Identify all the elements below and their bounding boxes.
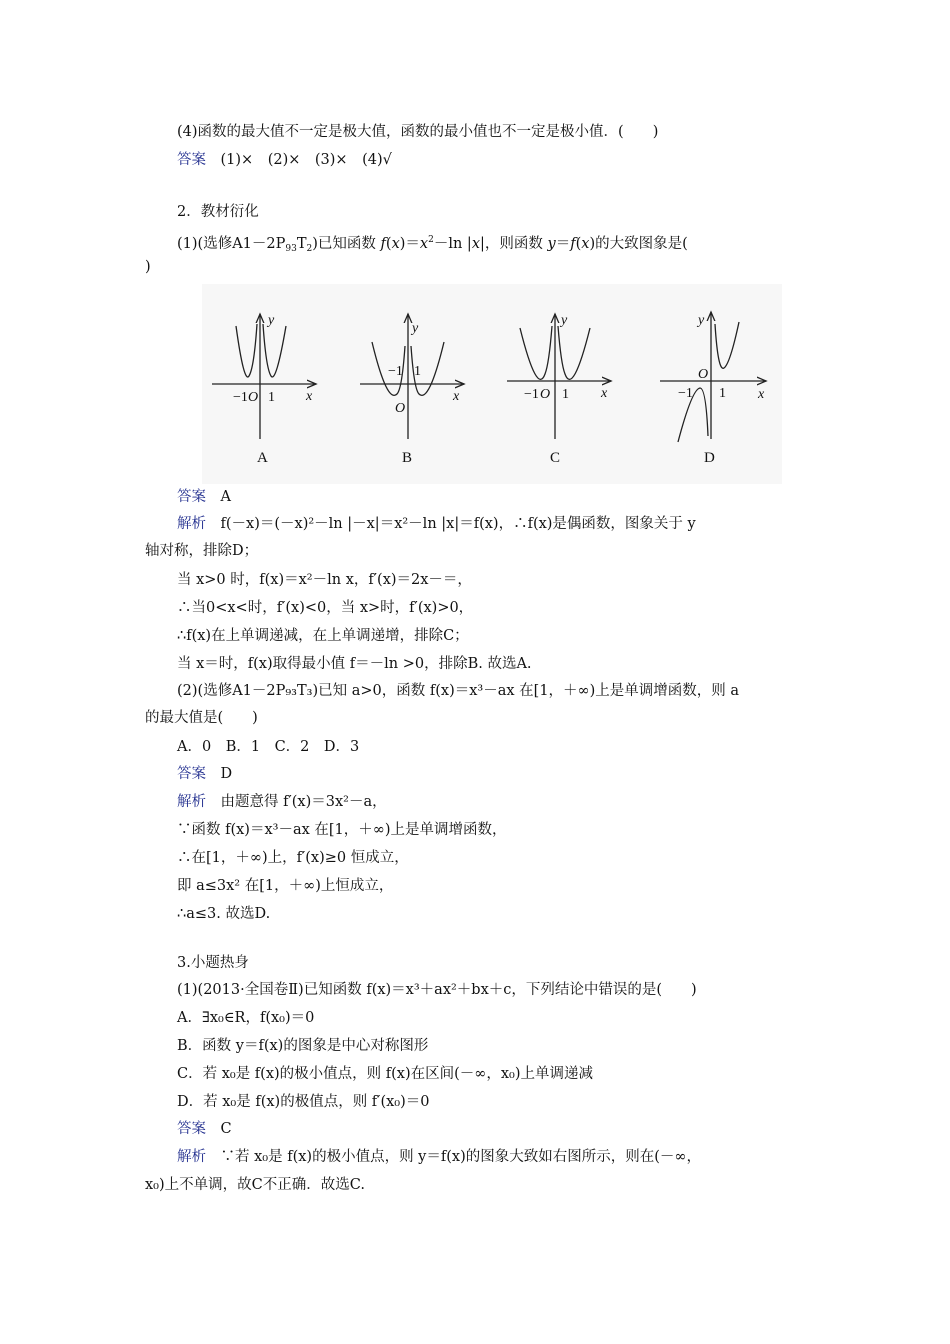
sec3-q1-answer: C	[220, 1121, 232, 1137]
answer-label: 答案	[177, 152, 206, 168]
svg-text:y: y	[412, 321, 419, 336]
q1-item4: (4)函数的最大值不一定是极大值，函数的最小值也不一定是极小值．( )	[177, 124, 659, 140]
sec3-q1-option-c: C．若 x₀是 f(x)的极小值点，则 f(x)在区间(－∞，x₀)上单调递减	[177, 1066, 594, 1082]
svg-text:y: y	[698, 313, 705, 328]
curve-left	[520, 326, 552, 379]
sec2-q1-analysis-4: ∴当0<x<时，f′(x)<0，当 x>时，f′(x)>0，	[177, 600, 474, 616]
sec3-q1-analysis-2: x₀)上不单调，故C不正确．故选C.	[145, 1177, 365, 1193]
curve-right	[558, 326, 590, 379]
sec2-q2-analysis-1: 解析 由题意得 f′(x)＝3x²－a，	[177, 794, 387, 810]
svg-text:−1: −1	[524, 387, 539, 402]
sec2-q2-analysis-4: 即 a≤3x² 在[1，＋∞)上恒成立，	[177, 878, 394, 894]
curve-left	[236, 324, 257, 377]
q1-answer: (1)× (2)× (3)× (4)√	[220, 152, 392, 168]
origin-label: O	[248, 390, 259, 405]
sec2-q1-analysis-6: 当 x＝时，f(x)取得最小值 f＝－ln >0，排除B. 故选A.	[177, 656, 532, 672]
curve-right	[263, 324, 286, 377]
svg-text:O: O	[698, 367, 709, 382]
sec2-q1-answer: A	[220, 489, 231, 505]
panel-letter-d: D	[704, 450, 715, 466]
graph-options-figure	[202, 284, 782, 484]
svg-text:x: x	[453, 389, 460, 404]
graph-panel-a	[212, 314, 316, 439]
svg-text:x: x	[758, 387, 765, 402]
x-label: x	[306, 389, 313, 404]
sec3-q1-option-a: A．∃x₀∈R，f(x₀)＝0	[177, 1010, 315, 1026]
sec3-q1-option-b: B．函数 y＝f(x)的图象是中心对称图形	[177, 1038, 429, 1054]
panel-letter-a: A	[257, 450, 268, 466]
svg-text:O: O	[540, 387, 551, 402]
sec3-q1-option-d: D．若 x₀是 f(x)的极值点，则 f′(x₀)＝0	[177, 1094, 430, 1110]
graph-options-svg	[202, 284, 782, 484]
graph-panel-c	[507, 314, 611, 439]
y-label: y	[268, 313, 275, 328]
graph-panel-d	[660, 312, 766, 442]
sec2-q1-analysis-1: 解析 f(－x)＝(－x)²－ln |－x|＝x²－ln |x|＝f(x)，∴f(x)是偶函数，图象关于 y	[177, 516, 696, 532]
svg-text:−1: −1	[388, 364, 403, 379]
sec2-q2-analysis-2: ∵函数 f(x)＝x³－ax 在[1，＋∞)上是单调增函数，	[177, 822, 507, 838]
sec2-q2-analysis-5: ∴a≤3. 故选D.	[177, 906, 271, 922]
sec2-q2-stem-1: (2)(选修A1－2P₉₃T₃)已知 a>0，函数 f(x)＝x³－ax 在[1，＋∞)上是单调增函数，则 a	[177, 683, 740, 699]
svg-text:x: x	[601, 386, 608, 401]
tick-neg1: −1	[233, 390, 248, 405]
svg-text:1: 1	[719, 386, 726, 401]
sec2-q1-stem: (1)(选修$A1-2P_{93}T_2$)已知函数 $f(x)=x^2-\ln$ |x|，则函数 y＝f(x)的大致图象是(	[177, 235, 688, 254]
panel-letter-b: B	[402, 450, 413, 466]
sec2-q2-options: A．0 B．1 C．2 D．3	[177, 739, 360, 755]
sec2-q1-analysis-2: 轴对称，排除D；	[145, 543, 259, 559]
sec3-title: 3.小题热身	[177, 955, 249, 971]
q1-answer-line	[177, 150, 392, 170]
sec2-q2-answer-line: 答案 D	[177, 766, 233, 782]
curve-right	[715, 322, 739, 368]
sec2-q2-analysis-3: ∴在[1，＋∞)上，f′(x)≥0 恒成立，	[177, 850, 409, 866]
svg-text:1: 1	[414, 364, 421, 379]
sec2-q1-answer-line: 答案 A	[177, 489, 231, 505]
sec2-q2-answer: D	[220, 766, 233, 782]
svg-text:y: y	[561, 313, 568, 328]
sec2-q1-stem-end: )	[145, 259, 151, 275]
sec2-q2-stem-2: 的最大值是( )	[145, 710, 258, 726]
svg-text:1: 1	[562, 387, 569, 402]
svg-text:−1: −1	[678, 386, 693, 401]
tick-1: 1	[268, 390, 275, 405]
sec3-q1-analysis-1: 解析 ∵若 x₀是 f(x)的极小值点，则 y＝f(x)的图象大致如右图所示，则在(－∞，	[177, 1149, 701, 1165]
sec2-q1-analysis-5: ∴f(x)在上单调递减，在上单调递增，排除C；	[177, 628, 469, 644]
panel-letter-c: C	[550, 450, 561, 466]
sec3-q1-stem: (1)(2013·全国卷Ⅱ)已知函数 f(x)＝x³＋ax²＋bx＋c，下列结论中错误的是( )	[177, 982, 697, 998]
sec2-q1-analysis-3: 当 x>0 时，f(x)＝x²－ln x，f′(x)＝2x－＝，	[177, 572, 472, 588]
svg-text:O: O	[395, 401, 406, 416]
sec3-q1-answer-line: 答案 C	[177, 1121, 232, 1137]
sec2-title: 2．教材衍化	[177, 204, 259, 220]
